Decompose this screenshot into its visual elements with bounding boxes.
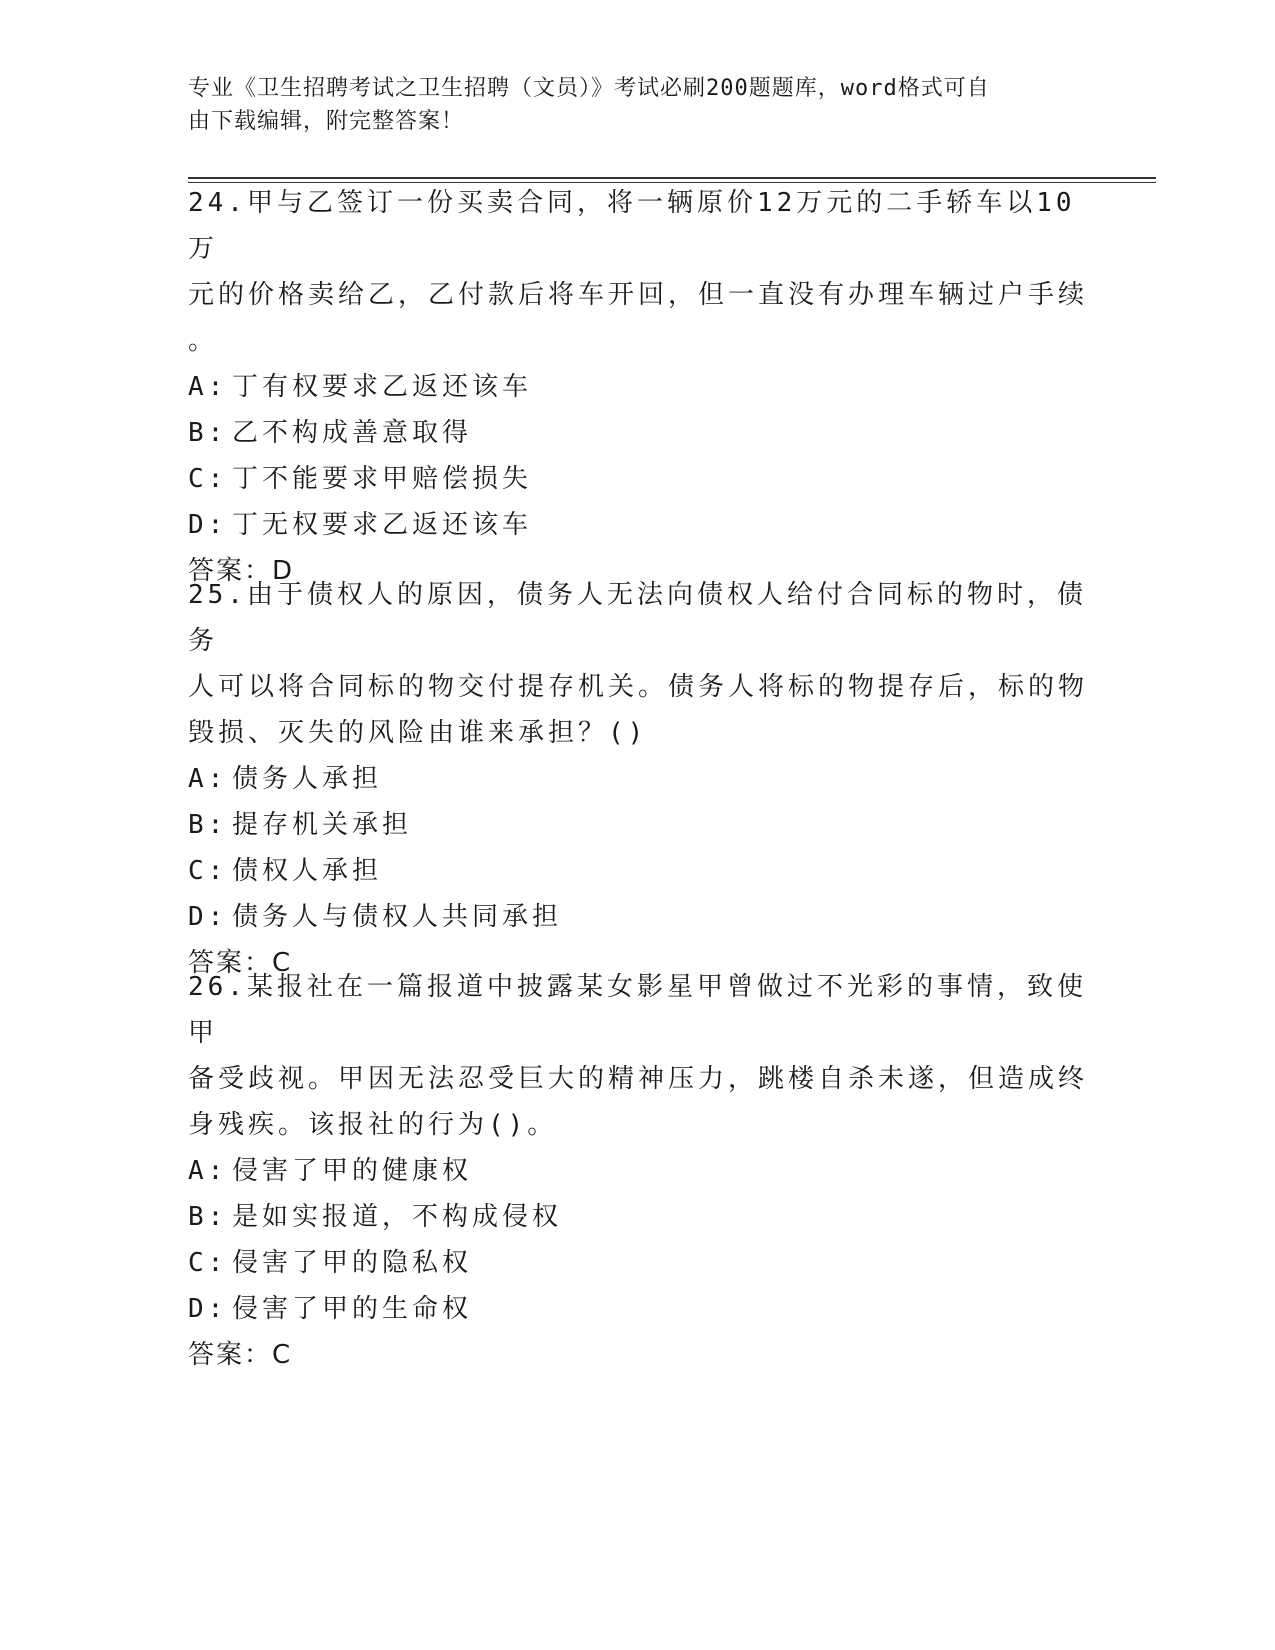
option-letter: A: [188,372,228,402]
header-line-1: 专业《卫生招聘考试之卫生招聘（文员）》考试必刷200题题库，word格式可自 [188,76,990,101]
question-text [188,964,1088,1148]
option-a [188,1148,1088,1194]
question-line: 毁损、灭失的风险由谁来承担？() [188,718,648,748]
option-letter: C: [188,856,228,886]
option-c [188,456,1088,502]
option-d [188,894,1088,940]
answer-line: 答案：C [188,1340,293,1370]
option-text: 侵害了甲的隐私权 [232,1248,473,1278]
option-list [188,364,1088,548]
option-letter: D: [188,1294,228,1324]
option-a [188,364,1088,410]
question-line: 身残疾。该报社的行为()。 [188,1110,558,1140]
option-b [188,1194,1088,1240]
question-26 [188,964,1088,1378]
question-line: 备受歧视。甲因无法忍受巨大的精神压力，跳楼自杀未遂，但造成终 [188,1064,1089,1094]
option-c [188,848,1088,894]
question-line: 25.由于债权人的原因，债务人无法向债权人给付合同标的物时，债务 [188,580,1087,656]
question-25 [188,572,1088,986]
question-line: 26.某报社在一篇报道中披露某女影星甲曾做过不光彩的事情，致使甲 [188,972,1087,1048]
document-header [188,72,1068,138]
option-letter: A: [188,1156,228,1186]
option-text: 提存机关承担 [232,810,413,840]
option-letter: A: [188,764,228,794]
option-text: 债权人承担 [232,856,383,886]
answer-line: 答案：C [188,948,293,978]
option-text: 侵害了甲的健康权 [232,1156,473,1186]
option-text: 乙不构成善意取得 [232,418,473,448]
option-b [188,410,1088,456]
question-24 [188,180,1088,594]
option-letter: B: [188,418,228,448]
option-letter: D: [188,510,228,540]
option-d [188,502,1088,548]
option-b [188,802,1088,848]
option-letter: B: [188,1202,228,1232]
option-text: 是如实报道，不构成侵权 [232,1202,563,1232]
question-line: 。 [188,326,219,356]
option-letter: D: [188,902,228,932]
option-text: 丁不能要求甲赔偿损失 [232,464,533,494]
option-a [188,756,1088,802]
option-letter: C: [188,464,228,494]
question-line: 24.甲与乙签订一份买卖合同，将一辆原价12万元的二手轿车以10万 [188,188,1076,264]
question-text [188,572,1088,756]
option-text: 债务人与债权人共同承担 [232,902,563,932]
option-text: 侵害了甲的生命权 [232,1294,473,1324]
option-text: 债务人承担 [232,764,383,794]
header-line-2: 由下载编辑，附完整答案！ [188,109,465,134]
option-d [188,1286,1088,1332]
option-list [188,756,1088,940]
question-line: 元的价格卖给乙，乙付款后将车开回，但一直没有办理车辆过户手续 [188,280,1089,310]
option-c [188,1240,1088,1286]
option-letter: B: [188,810,228,840]
option-text: 丁无权要求乙返还该车 [232,510,533,540]
answer-line: 答案：D [188,556,295,586]
option-text: 丁有权要求乙返还该车 [232,372,533,402]
option-list [188,1148,1088,1332]
question-line: 人可以将合同标的物交付提存机关。债务人将标的物提存后，标的物 [188,672,1089,702]
header-divider-thick [188,177,1156,179]
question-text [188,180,1088,364]
option-letter: C: [188,1248,228,1278]
